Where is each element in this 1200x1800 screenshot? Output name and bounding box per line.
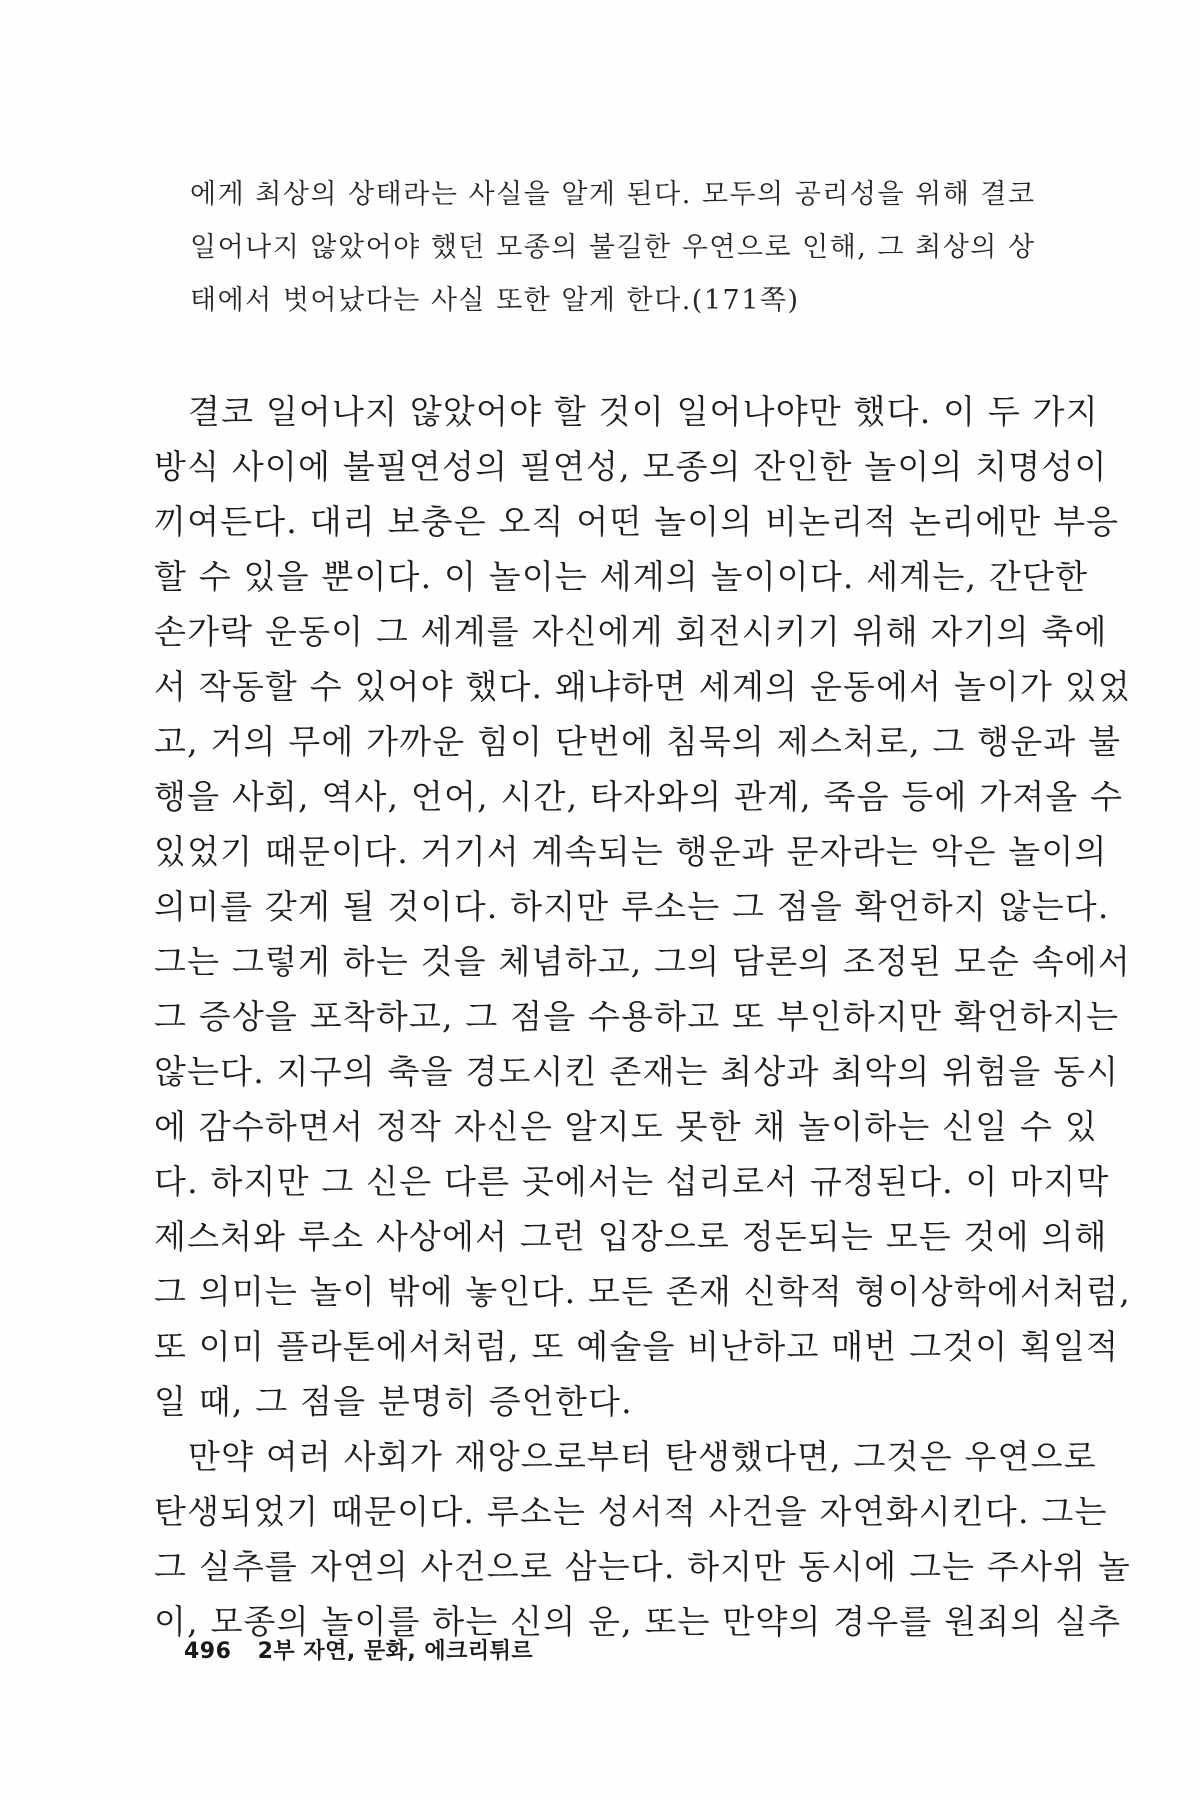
body-line: 그 의미는 놀이 밖에 놓인다. 모든 존재 신학적 형이상학에서처럼,	[154, 1272, 1131, 1311]
body-line: 있었기 때문이다. 거기서 계속되는 행운과 문자라는 악은 놀이의	[154, 832, 1108, 871]
body-line: 서 작동할 수 있어야 했다. 왜냐하면 세계의 운동에서 놀이가 있었	[154, 667, 1131, 706]
body-line: 결코 일어나지 않았어야 할 것이 일어나야만 했다. 이 두 가지	[188, 392, 1099, 431]
quote-line: 에게 최상의 상태라는 사실을 알게 된다. 모두의 공리성을 위해 결코	[190, 179, 1036, 210]
body-line: 끼여든다. 대리 보충은 오직 어떤 놀이의 비논리적 논리에만 부응	[154, 502, 1120, 541]
body-line: 그 실추를 자연의 사건으로 삼는다. 하지만 동시에 그는 주사위 놀	[154, 1547, 1131, 1586]
body-line: 탄생되었기 때문이다. 루소는 성서적 사건을 자연화시킨다. 그는	[154, 1492, 1108, 1531]
page-number: 496	[184, 1639, 232, 1664]
body-line: 그는 그렇게 하는 것을 체념하고, 그의 담론의 조정된 모순 속에서	[154, 942, 1131, 981]
body-line: 않는다. 지구의 축을 경도시킨 존재는 최상과 최악의 위험을 동시	[154, 1052, 1120, 1091]
body-line: 그 증상을 포착하고, 그 점을 수용하고 또 부인하지만 확언하지는	[154, 997, 1120, 1036]
block-quote	[190, 168, 1036, 327]
body-line: 행을 사회, 역사, 언어, 시간, 타자와의 관계, 죽음 등에 가져올 수	[154, 777, 1124, 816]
body-line: 할 수 있을 뿐이다. 이 놀이는 세계의 놀이이다. 세계는, 간단한	[154, 557, 1089, 596]
body-line: 또 이미 플라톤에서처럼, 또 예술을 비난하고 매번 그것이 획일적	[154, 1327, 1120, 1366]
body-line: 제스처와 루소 사상에서 그런 입장으로 정돈되는 모든 것에 의해	[154, 1217, 1108, 1256]
running-head: 2부 자연, 문화, 에크리튀르	[257, 1639, 534, 1664]
body-line: 고, 거의 무에 가까운 힘이 단번에 침묵의 제스처로, 그 행운과 불	[154, 722, 1122, 761]
body-text	[154, 384, 1131, 1649]
page-footer	[184, 1634, 533, 1665]
body-line: 방식 사이에 불필연성의 필연성, 모종의 잔인한 놀이의 치명성이	[154, 447, 1108, 486]
body-line: 이, 모종의 놀이를 하는 신의 운, 또는 만약의 경우를 원죄의 실추	[154, 1602, 1122, 1641]
body-line: 다. 하지만 그 신은 다른 곳에서는 섭리로서 규정된다. 이 마지막	[154, 1162, 1110, 1201]
body-line: 만약 여러 사회가 재앙으로부터 탄생했다면, 그것은 우연으로	[188, 1437, 1097, 1476]
body-line: 일 때, 그 점을 분명히 증언한다.	[154, 1382, 633, 1421]
body-line: 의미를 갖게 될 것이다. 하지만 루소는 그 점을 확언하지 않는다.	[154, 887, 1110, 926]
quote-line: 일어나지 않았어야 했던 모종의 불길한 우연으로 인해, 그 최상의 상	[190, 232, 1036, 263]
quote-line: 태에서 벗어났다는 사실 또한 알게 한다.(171쪽)	[190, 285, 800, 316]
body-line: 에 감수하면서 정작 자신은 알지도 못한 채 놀이하는 신일 수 있	[154, 1107, 1098, 1146]
body-line: 손가락 운동이 그 세계를 자신에게 회전시키기 위해 자기의 축에	[154, 612, 1108, 651]
